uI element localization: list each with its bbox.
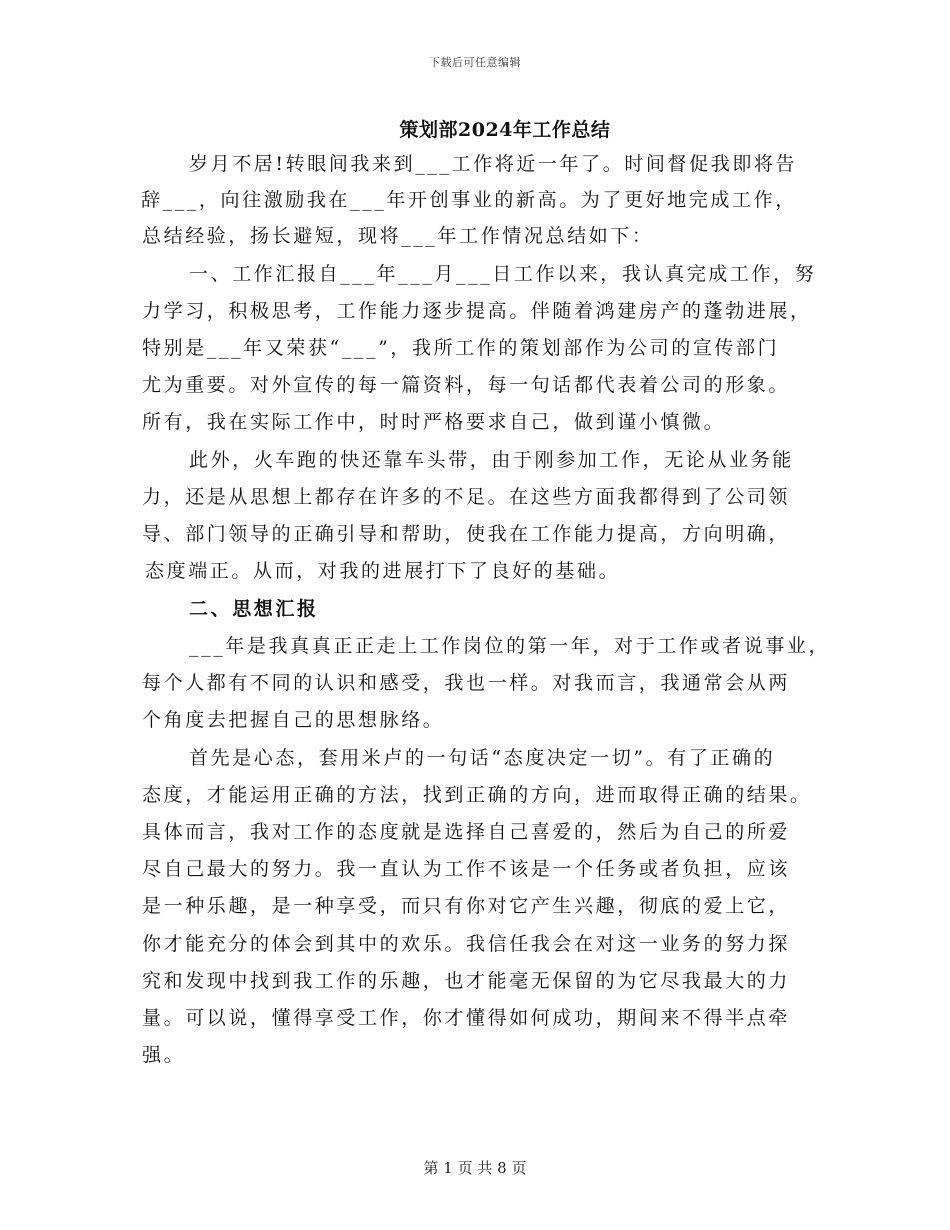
body-line: 力，还是从思想上都存在许多的不足。在这些方面我都得到了公司领 [142,486,791,508]
body-line: 个角度去把握自己的思想脉络。 [142,709,445,731]
body-line: 量。可以说，懂得享受工作，你才懂得如何成功，期间来不得半点牵 [142,1007,791,1029]
body-line: 特别是___年又荣获“___”，我所工作的策划部作为公司的宣传部门 [142,337,780,359]
body-line: 是一种乐趣，是一种享受，而只有你对它产生兴趣，彻底的爱上它， [142,895,791,917]
body-line: 每个人都有不同的认识和感受，我也一样。对我而言，我通常会从两 [142,672,791,694]
body-line: 究和发现中找到我工作的乐趣，也才能毫无保留的为它尽我最大的力 [142,970,791,992]
body-line: 态度，才能运用正确的方法，找到正确的方向，进而取得正确的结果。 [142,784,812,806]
body-line: 具体而言，我对工作的态度就是选择自己喜爱的，然后为自己的所爱 [142,821,791,843]
body-line: 辞___，向往激励我在___年开创事业的新高。为了更好地完成工作， [141,189,797,211]
body-line: 首先是心态，套用米卢的一句话“态度决定一切”。有了正确的 [189,747,776,769]
body-line: ___年是我真真正正走上工作岗位的第一年，对于工作或者说事业， [189,635,831,657]
body-line: 此外，火车跑的快还靠车头带，由于刚参加工作，无论从业务能 [189,449,794,471]
document-title: 策划部2024年工作总结 [399,119,611,141]
header-note: 下载后可任意编辑 [429,56,521,69]
section-heading: 二、思想汇报 [189,598,319,620]
body-line: 岁月不居!转眼间我来到___工作将近一年了。时间督促我即将告 [189,153,798,175]
body-line: 所有，我在实际工作中，时时严格要求自己，做到谨小慎微。 [142,411,726,433]
body-line: 力学习，积极思考，工作能力逐步提高。伴随着鸿建房产的蓬勃进展， [142,300,812,322]
body-line: 尤为重要。对外宣传的每一篇资料，每一句话都代表着公司的形象。 [142,374,791,396]
body-line: 导、部门领导的正确引导和帮助，使我在工作能力提高，方向明确， [142,523,791,545]
body-line: 你才能充分的体会到其中的欢乐。我信任我会在对这一业务的努力探 [142,933,791,955]
page-footer: 第 1 页 共 8 页 [423,1159,527,1177]
body-line: 一、工作汇报自___年___月___日工作以来，我认真完成工作，努 [189,263,817,285]
body-line: 态度端正。从而，对我的进展打下了良好的基础。 [145,560,621,582]
body-line: 总结经验，扬长避短，现将___年工作情况总结如下： [142,225,654,247]
body-line: 尽自己最大的努力。我一直认为工作不该是一个任务或者负担，应该 [142,858,791,880]
body-line: 强。 [142,1044,186,1066]
